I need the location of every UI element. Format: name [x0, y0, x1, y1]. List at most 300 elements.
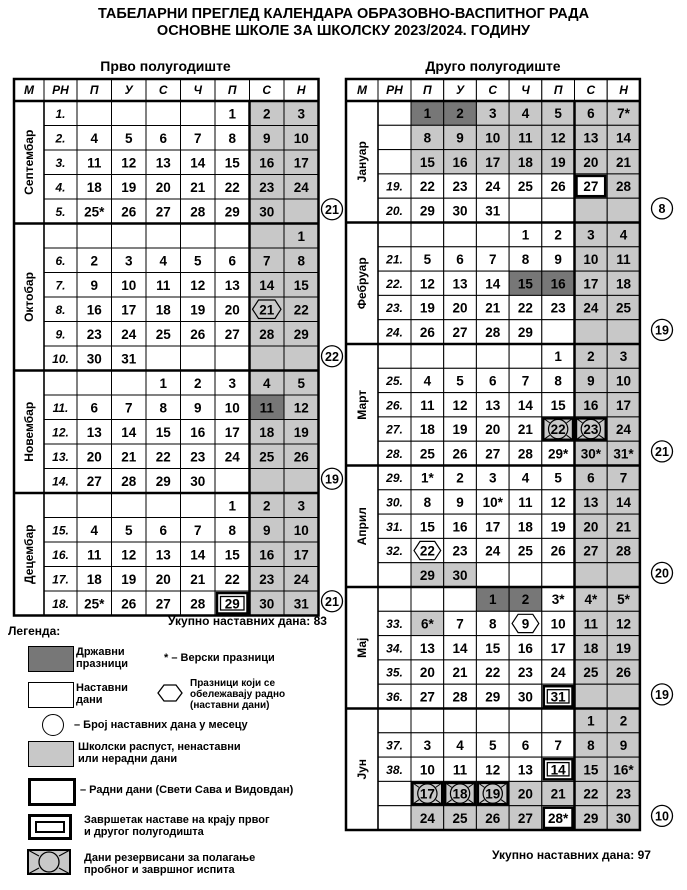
day-number: 27	[485, 446, 501, 462]
day-cell	[112, 101, 147, 126]
second-total-label: Укупно наставних дана:	[492, 848, 635, 862]
first-month-count: 19	[325, 472, 339, 487]
day-number: 27	[224, 326, 240, 342]
day-number: 8	[554, 373, 562, 389]
day-number: 15	[293, 277, 309, 293]
day-number: 3	[423, 737, 432, 753]
day-number: 23	[86, 326, 102, 342]
day-number: 20	[583, 154, 599, 170]
day-number: 29	[517, 324, 533, 340]
day-number: 6	[521, 737, 530, 753]
day-number: 18	[259, 424, 275, 440]
first-week-number: 3.	[55, 155, 66, 170]
first-month-name: Децембар	[22, 524, 36, 584]
second-month-name: Мај	[355, 637, 369, 658]
day-number: 17	[293, 547, 309, 563]
day-number: 13	[155, 547, 171, 563]
day-number: 28	[121, 473, 137, 489]
day-number: 15	[583, 762, 599, 778]
day-number: 3	[488, 470, 497, 486]
day-number: 29	[419, 203, 435, 219]
day-number: 18	[452, 786, 468, 802]
legend-workday-swatch	[28, 778, 76, 806]
day-number: 6	[90, 400, 99, 416]
day-number: 13	[583, 130, 599, 146]
legend-break-swatch	[28, 741, 74, 767]
day-number: 21	[121, 449, 137, 465]
day-number: 7	[619, 470, 628, 486]
day-cell	[411, 344, 444, 368]
day-number: 23	[259, 571, 275, 587]
day-number: 21	[517, 422, 533, 438]
day-number: 3	[587, 227, 595, 243]
day-cell	[77, 371, 112, 396]
day-number: 7	[193, 522, 202, 538]
day-number: 21	[190, 571, 206, 587]
day-number: 5	[423, 251, 432, 267]
day-number: 14	[550, 762, 566, 778]
day-number: 25*	[84, 596, 105, 612]
second-rn-cell	[378, 125, 411, 149]
second-rn-cell	[378, 344, 411, 368]
day-number: 27	[155, 596, 171, 612]
first-week-number: 17.	[52, 572, 69, 587]
day-cell	[77, 493, 112, 518]
day-cell	[607, 198, 640, 222]
day-number: 24	[485, 179, 501, 195]
second-total-value: 97	[637, 848, 651, 862]
legend-count-circle-icon	[42, 714, 64, 736]
day-number: 17	[616, 397, 632, 413]
legend-holiday-swatch	[28, 646, 74, 672]
day-number: 4	[262, 375, 271, 391]
day-number: 15	[224, 547, 240, 563]
day-number: 22	[155, 449, 171, 465]
second-week-number: 36.	[386, 689, 403, 704]
day-number: 27	[452, 324, 468, 340]
day-number: 26	[485, 810, 501, 826]
day-number: 5	[456, 373, 464, 389]
day-number: 22	[224, 179, 240, 195]
day-cell	[542, 709, 575, 733]
day-number: 1*	[420, 470, 434, 486]
day-cell	[444, 223, 477, 247]
day-number: 5	[488, 737, 497, 753]
day-number: 18	[616, 276, 632, 292]
day-number: 11	[518, 494, 533, 510]
second-rn-cell	[378, 806, 411, 830]
day-number: 9	[587, 373, 595, 389]
day-number: 29*	[548, 446, 569, 462]
day-cell	[575, 684, 608, 708]
day-number: 4	[521, 106, 530, 122]
day-number: 23	[517, 665, 533, 681]
day-number: 9	[521, 616, 530, 632]
day-number: 21	[485, 300, 501, 316]
second-month-name: Јун	[355, 758, 369, 780]
day-number: 23	[616, 786, 632, 802]
day-number: 7	[262, 253, 271, 269]
day-number: 12	[452, 397, 468, 413]
day-number: 8	[159, 400, 168, 416]
day-number: 6*	[420, 616, 434, 632]
second-rn-cell	[378, 587, 411, 611]
first-header-label: РН	[52, 83, 69, 97]
day-number: 12	[190, 277, 206, 293]
day-number: 11	[259, 400, 274, 416]
first-week-number: 8.	[55, 302, 66, 317]
day-number: 9	[90, 277, 99, 293]
second-rn-cell	[378, 709, 411, 733]
second-header-label: П	[423, 83, 432, 97]
day-number: 10*	[482, 494, 503, 510]
first-month-name: Септембар	[22, 129, 36, 195]
first-week-number: 9.	[55, 327, 66, 342]
second-week-number: 32.	[386, 544, 403, 559]
second-week-number: 25.	[386, 373, 403, 388]
legend-workday-text: – Радни дани (Свети Сава и Видовдан)	[80, 784, 294, 796]
day-cell	[146, 224, 181, 249]
first-week-number: 4.	[55, 180, 66, 195]
day-number: 9	[262, 522, 271, 538]
day-number: 7	[124, 400, 133, 416]
day-number: 1	[297, 228, 306, 244]
day-number: 7	[456, 616, 464, 632]
day-number: 8	[423, 130, 432, 146]
day-number: 2	[262, 106, 271, 122]
day-number: 26	[121, 596, 137, 612]
second-rn-cell	[378, 150, 411, 174]
day-number: 19	[293, 424, 309, 440]
second-header-label: С	[586, 83, 596, 97]
day-cell	[215, 346, 250, 371]
day-number: 12	[485, 762, 501, 778]
day-number: 24	[293, 571, 309, 587]
day-number: 6	[159, 522, 168, 538]
day-number: 24	[121, 326, 137, 342]
day-number: 20	[155, 179, 171, 195]
day-cell	[112, 224, 147, 249]
day-number: 11	[616, 251, 631, 267]
day-number: 10	[293, 130, 309, 146]
day-cell	[215, 469, 250, 494]
second-week-number: 19.	[386, 179, 403, 194]
second-header-label: М	[357, 83, 367, 97]
day-number: 18	[583, 640, 599, 656]
day-number: 13	[419, 640, 435, 656]
day-cell	[284, 346, 319, 371]
day-number: 7	[193, 130, 202, 146]
day-number: 27	[583, 543, 599, 559]
day-cell	[411, 587, 444, 611]
day-number: 12	[419, 276, 435, 292]
day-number: 21	[616, 519, 632, 535]
day-number: 25	[517, 543, 533, 559]
first-week-number: 2.	[55, 131, 66, 146]
day-number: 9	[619, 737, 628, 753]
day-number: 12	[293, 400, 309, 416]
day-cell	[411, 709, 444, 733]
day-number: 30*	[580, 446, 601, 462]
day-number: 19	[452, 422, 468, 438]
day-number: 9	[193, 400, 202, 416]
day-number: 24	[224, 449, 240, 465]
day-number: 10	[419, 762, 435, 778]
day-number: 13	[452, 276, 468, 292]
day-number: 11	[583, 616, 598, 632]
day-number: 1	[488, 592, 497, 608]
second-week-number: 29.	[386, 471, 403, 486]
day-number: 11	[518, 130, 533, 146]
day-number: 11	[452, 762, 468, 778]
second-week-number: 28.	[386, 446, 403, 461]
first-total-label: Укупно наставних дана:	[168, 614, 311, 628]
day-number: 19	[485, 786, 501, 802]
second-header-label: П	[553, 83, 563, 97]
first-week-number: 11.	[52, 400, 69, 415]
day-number: 21	[452, 665, 468, 681]
day-cell	[146, 101, 181, 126]
day-number: 23	[452, 179, 468, 195]
day-cell	[575, 320, 608, 344]
day-number: 22	[485, 665, 501, 681]
day-number: 18	[517, 519, 533, 535]
first-month-count: 21	[325, 202, 339, 217]
day-cell	[112, 371, 147, 396]
second-header-label: Н	[619, 83, 628, 97]
day-number: 4	[423, 373, 432, 389]
day-cell	[575, 563, 608, 587]
day-number: 15	[485, 640, 501, 656]
day-number: 17	[583, 276, 599, 292]
second-week-number: 21.	[386, 252, 403, 267]
second-rn-cell	[378, 781, 411, 805]
first-header-label: Н	[296, 83, 306, 97]
day-number: 18	[86, 179, 102, 195]
day-number: 5	[554, 106, 562, 122]
day-number: 25*	[84, 204, 105, 220]
second-semester-title: Друго полугодиште	[425, 58, 561, 74]
day-number: 3	[619, 349, 628, 365]
second-header-label: Ч	[521, 83, 530, 97]
day-cell	[542, 563, 575, 587]
day-number: 26	[293, 449, 309, 465]
day-number: 19	[616, 640, 632, 656]
day-number: 27	[583, 179, 599, 195]
day-number: 2	[587, 349, 595, 365]
day-number: 29	[224, 596, 240, 612]
day-number: 17	[121, 302, 137, 318]
second-week-number: 23.	[386, 301, 403, 316]
day-number: 26	[419, 324, 435, 340]
second-week-number: 37.	[386, 738, 403, 753]
day-number: 28	[190, 204, 206, 220]
day-number: 26	[452, 446, 468, 462]
second-semester-total	[492, 848, 651, 862]
day-number: 12	[121, 547, 137, 563]
day-number: 5	[297, 375, 306, 391]
day-number: 7	[488, 251, 497, 267]
day-number: 21	[190, 179, 206, 195]
day-number: 8	[297, 253, 306, 269]
second-month-name: Март	[355, 389, 369, 420]
day-number: 13	[583, 494, 599, 510]
day-cell	[250, 469, 285, 494]
day-number: 29	[583, 810, 599, 826]
day-cell	[411, 223, 444, 247]
day-number: 16	[452, 519, 468, 535]
day-number: 4	[521, 470, 530, 486]
day-cell	[607, 563, 640, 587]
day-number: 6	[488, 373, 497, 389]
day-number: 20	[517, 786, 533, 802]
day-number: 31	[485, 203, 501, 219]
day-number: 10	[583, 251, 599, 267]
second-month-count: 8	[658, 201, 666, 216]
day-number: 21	[616, 154, 632, 170]
day-number: 13	[485, 397, 501, 413]
day-number: 11	[156, 277, 171, 293]
day-number: 15	[550, 397, 566, 413]
day-number: 6	[456, 251, 464, 267]
day-number: 16	[259, 547, 275, 563]
day-number: 20	[155, 571, 171, 587]
day-number: 26	[190, 326, 206, 342]
day-cell	[575, 198, 608, 222]
day-number: 9	[554, 251, 562, 267]
day-number: 26	[550, 543, 566, 559]
day-number: 23	[583, 422, 599, 438]
day-number: 4	[159, 253, 168, 269]
day-cell	[77, 101, 112, 126]
first-rn-cell	[44, 493, 77, 518]
day-number: 14	[616, 494, 632, 510]
day-number: 12	[550, 130, 566, 146]
day-cell	[607, 320, 640, 344]
day-number: 7	[554, 737, 562, 753]
second-week-number: 35.	[386, 665, 403, 680]
day-number: 26	[616, 665, 632, 681]
day-number: 26	[121, 204, 137, 220]
day-number: 22	[293, 302, 309, 318]
day-cell	[444, 344, 477, 368]
day-cell	[250, 224, 285, 249]
first-week-number: 1.	[55, 106, 66, 121]
first-rn-cell	[44, 371, 77, 396]
day-number: 18	[517, 154, 533, 170]
legend-title: Легенда:	[8, 624, 61, 638]
day-cell	[476, 563, 509, 587]
day-number: 25	[583, 665, 599, 681]
day-cell	[509, 198, 542, 222]
day-number: 1	[228, 106, 237, 122]
day-number: 3	[297, 498, 306, 514]
day-number: 28*	[548, 810, 569, 826]
day-number: 30	[259, 204, 275, 220]
day-number: 24	[293, 179, 309, 195]
second-month-name: Фебруар	[355, 257, 369, 310]
day-number: 24	[583, 300, 599, 316]
day-number: 30	[452, 203, 468, 219]
day-number: 22	[419, 543, 435, 559]
day-number: 17	[419, 786, 435, 802]
day-number: 1	[228, 498, 237, 514]
day-number: 2	[619, 713, 628, 729]
day-number: 2	[262, 498, 271, 514]
day-cell	[444, 709, 477, 733]
legend-break-text: Школски распуст, ненаставни или нерадни дани	[78, 741, 241, 765]
legend-teaching-text: Наставни дани	[76, 682, 128, 706]
day-cell	[146, 493, 181, 518]
day-cell	[181, 346, 216, 371]
day-number: 7	[521, 373, 530, 389]
day-cell	[476, 709, 509, 733]
day-cell	[542, 198, 575, 222]
day-number: 25	[419, 446, 435, 462]
day-number: 30	[616, 810, 632, 826]
day-cell	[509, 709, 542, 733]
first-week-number: 14.	[52, 474, 69, 489]
day-number: 12	[121, 155, 137, 171]
first-week-number: 13.	[52, 449, 69, 464]
day-number: 29	[485, 689, 501, 705]
day-number: 23	[452, 543, 468, 559]
second-month-count: 21	[655, 444, 669, 459]
day-number: 14	[190, 547, 206, 563]
day-number: 17	[224, 424, 240, 440]
document-title-line-1: ТАБЕЛАРНИ ПРЕГЛЕД КАЛЕНДАРА ОБРАЗОВНО-ВАСПИТНОГ РАДА	[97, 6, 590, 22]
day-number: 20	[583, 519, 599, 535]
day-cell	[181, 101, 216, 126]
day-number: 8	[228, 130, 237, 146]
day-number: 28	[259, 326, 275, 342]
second-header-label: У	[455, 83, 465, 97]
day-number: 13	[155, 155, 171, 171]
day-number: 24	[485, 543, 501, 559]
day-number: 14	[121, 424, 137, 440]
second-week-number: 27.	[386, 422, 403, 437]
day-number: 1	[521, 227, 530, 243]
first-week-number: 10.	[52, 351, 69, 366]
day-number: 28	[190, 596, 206, 612]
day-number: 28	[517, 446, 533, 462]
second-month-count: 19	[655, 323, 669, 338]
day-number: 23	[259, 179, 275, 195]
day-cell	[181, 224, 216, 249]
day-number: 5	[124, 130, 133, 146]
day-cell	[476, 344, 509, 368]
day-cell	[542, 320, 575, 344]
first-week-number: 16.	[52, 547, 69, 562]
first-week-number: 15.	[52, 523, 69, 538]
second-week-number: 30.	[386, 495, 403, 510]
day-number: 22	[517, 300, 533, 316]
day-number: 11	[87, 155, 102, 171]
day-number: 4*	[584, 592, 598, 608]
day-number: 16	[86, 302, 102, 318]
day-number: 4	[619, 227, 628, 243]
second-header-label: С	[488, 83, 498, 97]
day-cell	[77, 224, 112, 249]
day-number: 4	[456, 737, 464, 753]
day-number: 13	[224, 277, 240, 293]
day-number: 16	[517, 640, 533, 656]
legend-marked-diamond-icon	[155, 682, 185, 704]
day-number: 20	[419, 665, 435, 681]
second-rn-cell	[378, 223, 411, 247]
day-number: 19	[121, 179, 137, 195]
day-number: 28	[452, 689, 468, 705]
